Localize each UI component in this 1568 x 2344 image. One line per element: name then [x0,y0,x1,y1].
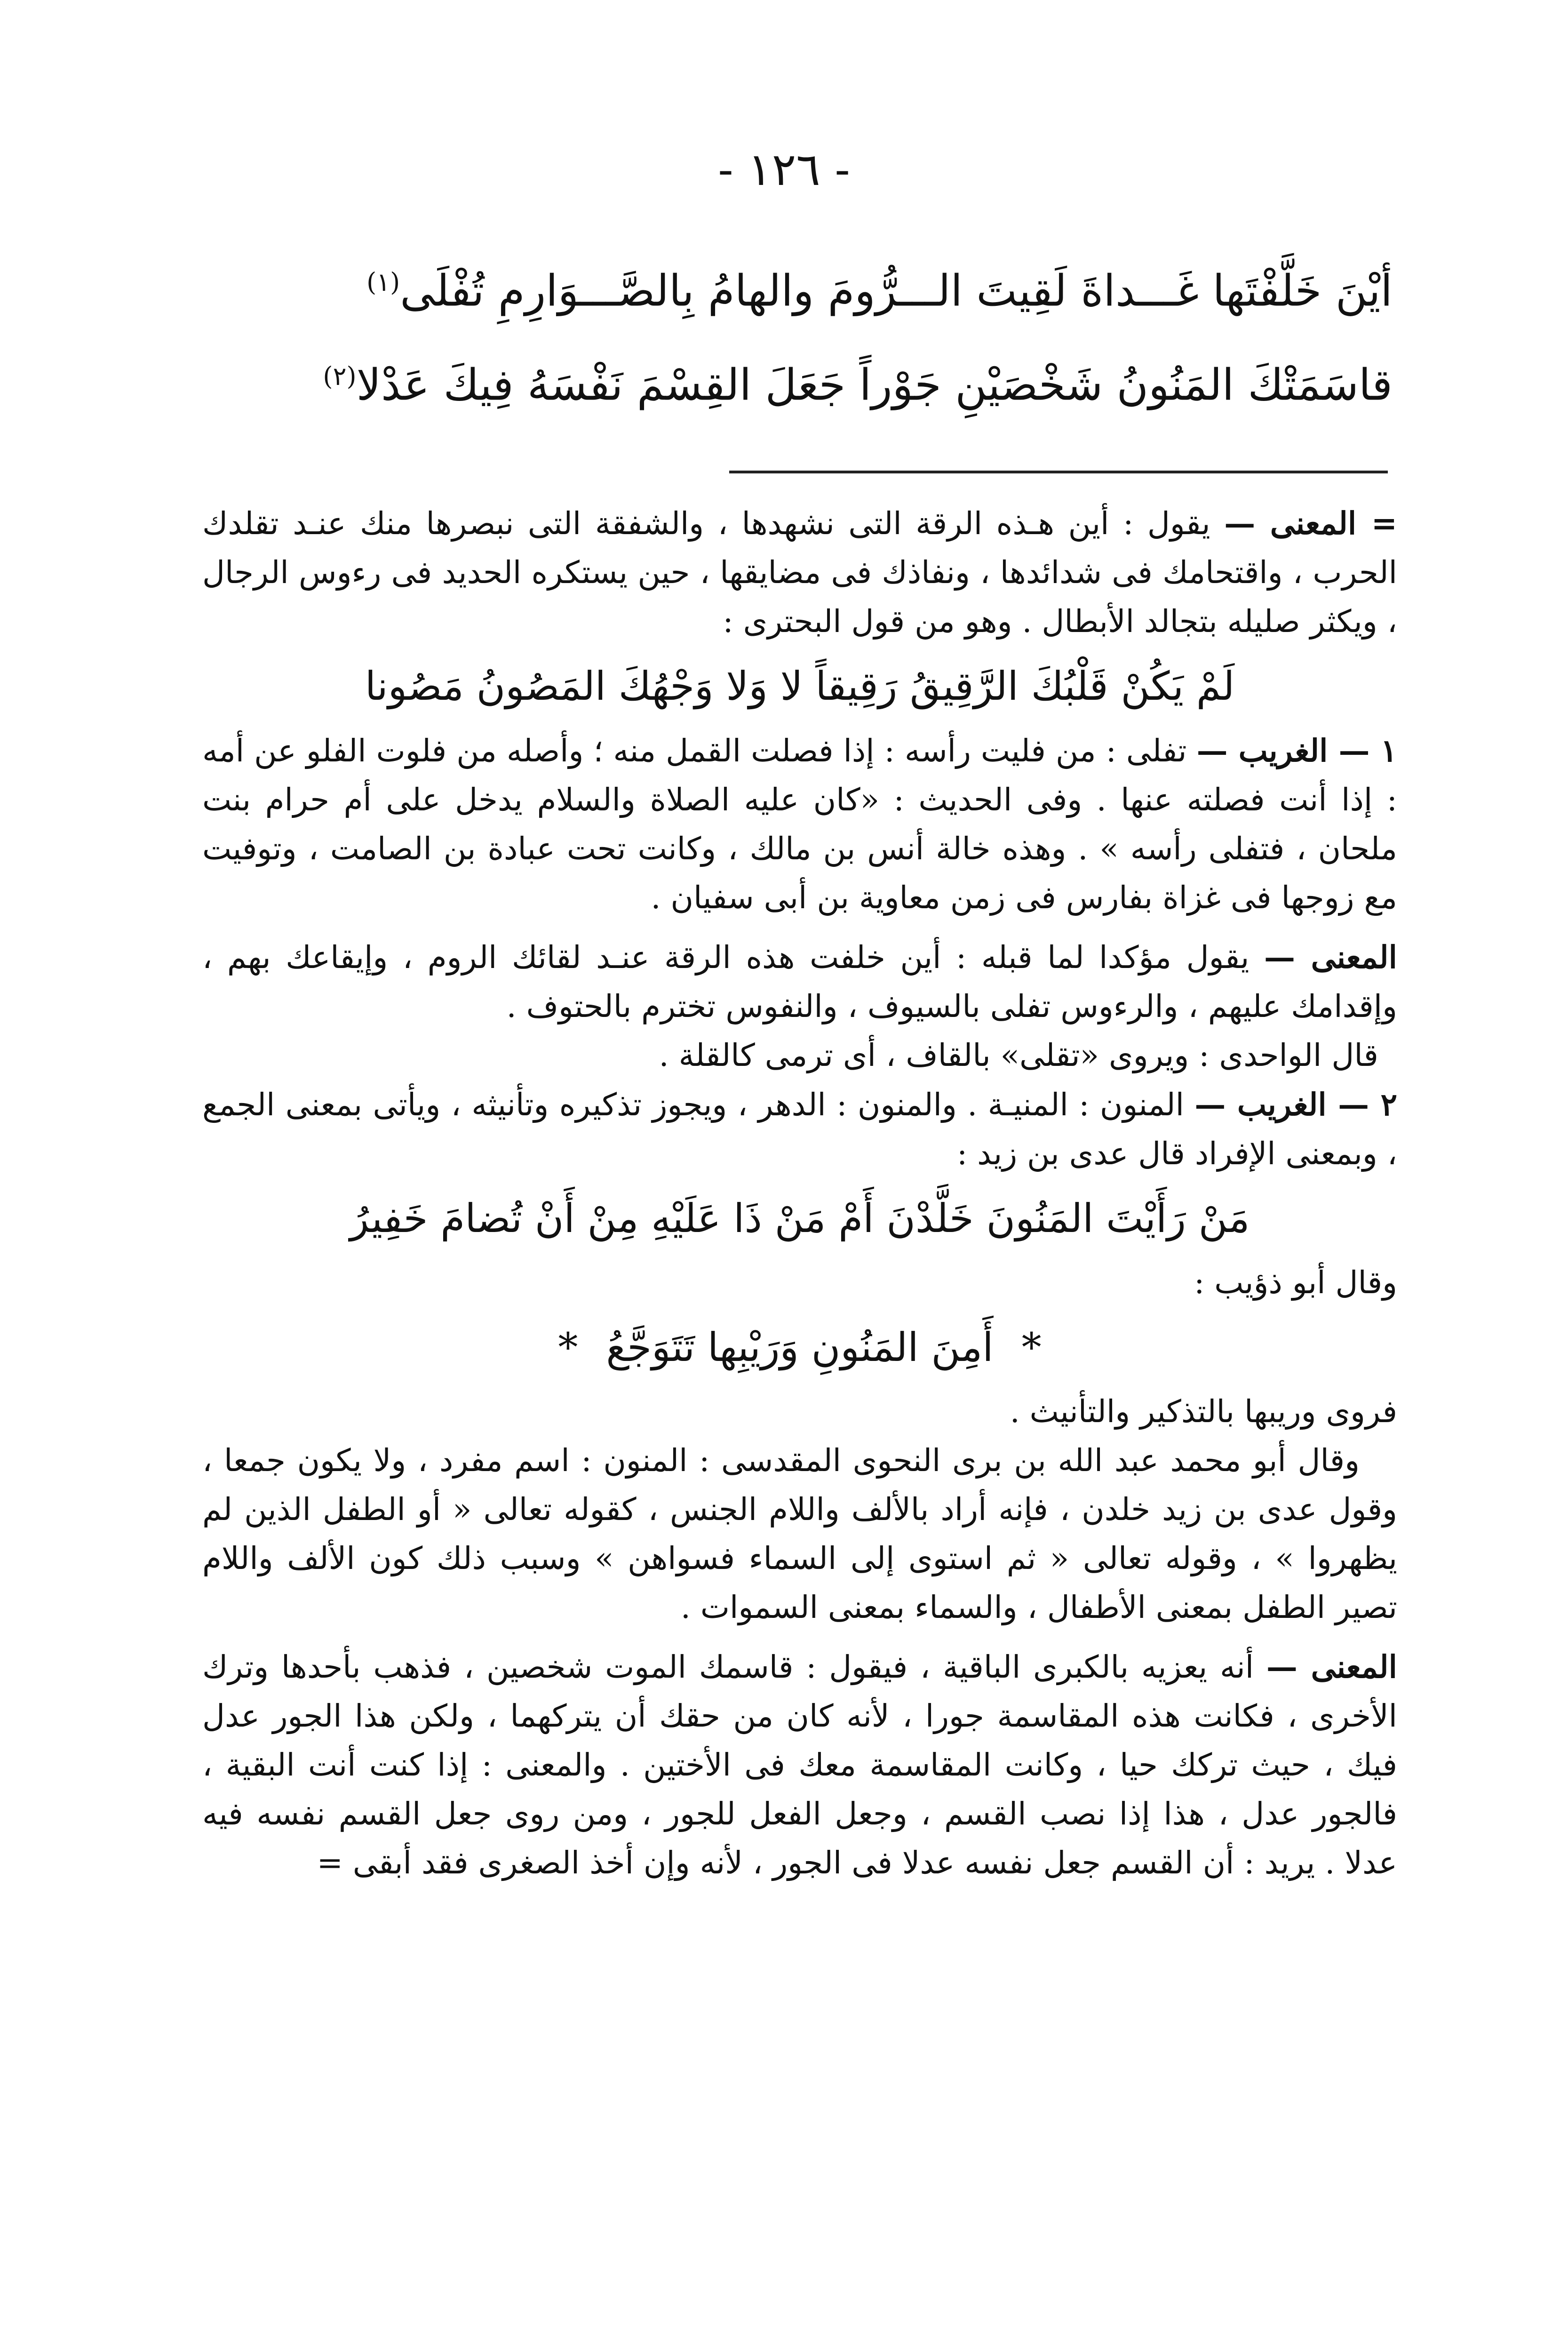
paragraph-text: أنه يعزيه بالكبرى الباقية ، فيقول : قاسمك الموت شخصين ، فذهب بأحدها وترك الأخرى ، فكانت هذه المقاسمة جورا ، لأنه كان من حقك أن يتركهما ، ولكن هذا الجور عدل فيك ، حيث تركك حيا ، وكانت المقاسمة معك فى الأختين . والمعنى : إذا كنت أنت البقية ، فالجور عدل ، هذا إذا نصب القسم ، وجعل الفعل للجور ، ومن روى جعل القسم نفسه فيه عدلا . يريد : أن القسم جعل نفسه عدلا فى الجور ، لأنه وإن أخذ الصغرى فقد أبقى = [202,1649,1397,1881]
main-verses [254,235,1393,424]
wahidi-note: قال الواحدى : ويروى «تقلى» بالقاف ، أى ترمى كالقلة . [659,1037,1378,1073]
quoted-verse-adi: مَنْ رَأَيْتَ المَنُونَ خَلَّدْنَ أَمْ مَنْ ذَا عَلَيْهِ مِنْ أَنْ تُضامَ خَفِيرُ [350,1195,1250,1241]
section-lead: المعنى — [1264,939,1397,976]
paragraph-text: تفلى : من فليت رأسه : إذا فصلت القمل منه ؛ وأصله من فلوت الفلو عن أمه : إذا أنت فصلته عنها . وفى الحديث : «كان عليه الصلاة والسلام يدخل على أم حرام بنت ملحان ، فتفلى رأسه » . وهذه خالة أنس بن مالك ، وكانت تحت عبادة بن الصامت ، وتوفيت مع زوجها فى غزاة بفارس فى زمن معاوية بن أبى سفيان . [202,733,1397,916]
paragraph-text: يقول : أين هـذه الرقة التى نشهدها ، والشفقة التى نبصرها منك عنـد تقلدك الحرب ، واقتحامك فى شدائدها ، ونفاذك فى مضايقها ، حين يستكره الحديد فى رءوس الرجال ، ويكثر صليله بتجالد الأبطال . وهو من قول البحترى : [202,505,1397,640]
section-lead: ١ — الغريب — [1196,732,1397,769]
verse-text: أَمِنَ المَنُونِ وَرَيْبِها تَتَوَجَّعُ [606,1324,994,1370]
page-number: - ١٢٦ - [718,143,850,196]
gloss-paragraph-2 [202,1080,1397,1178]
separator-rule [729,471,1388,473]
section-lead: = المعنى — [1224,505,1398,542]
gender-note: فروى وريبها بالتذكير والتأنيث . [1010,1393,1397,1430]
star-ornament: * [558,1324,578,1370]
verse-line-1 [254,235,1393,329]
meaning-paragraph [202,499,1397,646]
paragraph-text: المنون : المنيـة . والمنون : الدهر ، ويجوز تذكيره وتأنيثه ، ويأتى بمعنى الجمع ، وبمعنى الإفراد قال عدى بن زيد : [202,1087,1397,1172]
star-ornament: * [1021,1324,1042,1370]
paragraph-text: يقول مؤكدا لما قبله : أين خلفت هذه الرقة عنـد لقائك الروم ، وإيقاعك بهم ، وإقدامك عليهم ، والرءوس تفلى بالسيوف ، والنفوس تخترم بالحتوف . [202,939,1397,1024]
section-lead: ٢ — الغريب — [1194,1086,1398,1123]
ibn-barri-paragraph: وقال أبو محمد عبد الله بن برى النحوى المقدسى : المنون : اسم مفرد ، ولا يكون جمعا ، وقول عدى بن زيد خلدن ، فإنه أراد بالألف واللام الجنس ، كقوله تعالى « أو الطفل الذين لم يظهروا » ، وقوله تعالى « ثم استوى إلى السماء فسواهن » وسبب ذلك كون الألف واللام تصير الطفل بمعنى الأطفال ، والسماء بمعنى السموات . [202,1442,1397,1625]
section-lead: المعنى — [1266,1648,1397,1685]
abu-dhuayb-intro: وقال أبو ذؤيب : [1194,1264,1397,1301]
meaning-paragraph-2 [202,933,1397,1031]
quoted-verse-buhturi: لَمْ يَكُنْ قَلْبُكَ الرَّقِيقُ رَقِيقاً لا وَلا وَجْهُكَ المَصُونُ مَصُونا [365,663,1235,709]
commentary [202,499,1397,1888]
verse-line-2 [254,329,1393,424]
gloss-paragraph-1 [202,726,1397,922]
footnote-mark: (٢) [323,361,357,391]
verse-text: قاسَمَتْكَ المَنُونُ شَخْصَيْنِ جَوْراً جَعَلَ القِسْمَ نَفْسَهُ فِيكَ عَدْلا [356,360,1393,410]
footnote-mark: (١) [366,267,400,297]
quoted-verse-abu-dhuayb [202,1312,1397,1383]
verse-text: أيْنَ خَلَّفْتَها غَـــداةَ لَقِيتَ الـــرُّومَ والهامُ بِالصَّـــوَارِمِ تُفْلَى [400,265,1393,316]
meaning-paragraph-3 [202,1642,1397,1888]
